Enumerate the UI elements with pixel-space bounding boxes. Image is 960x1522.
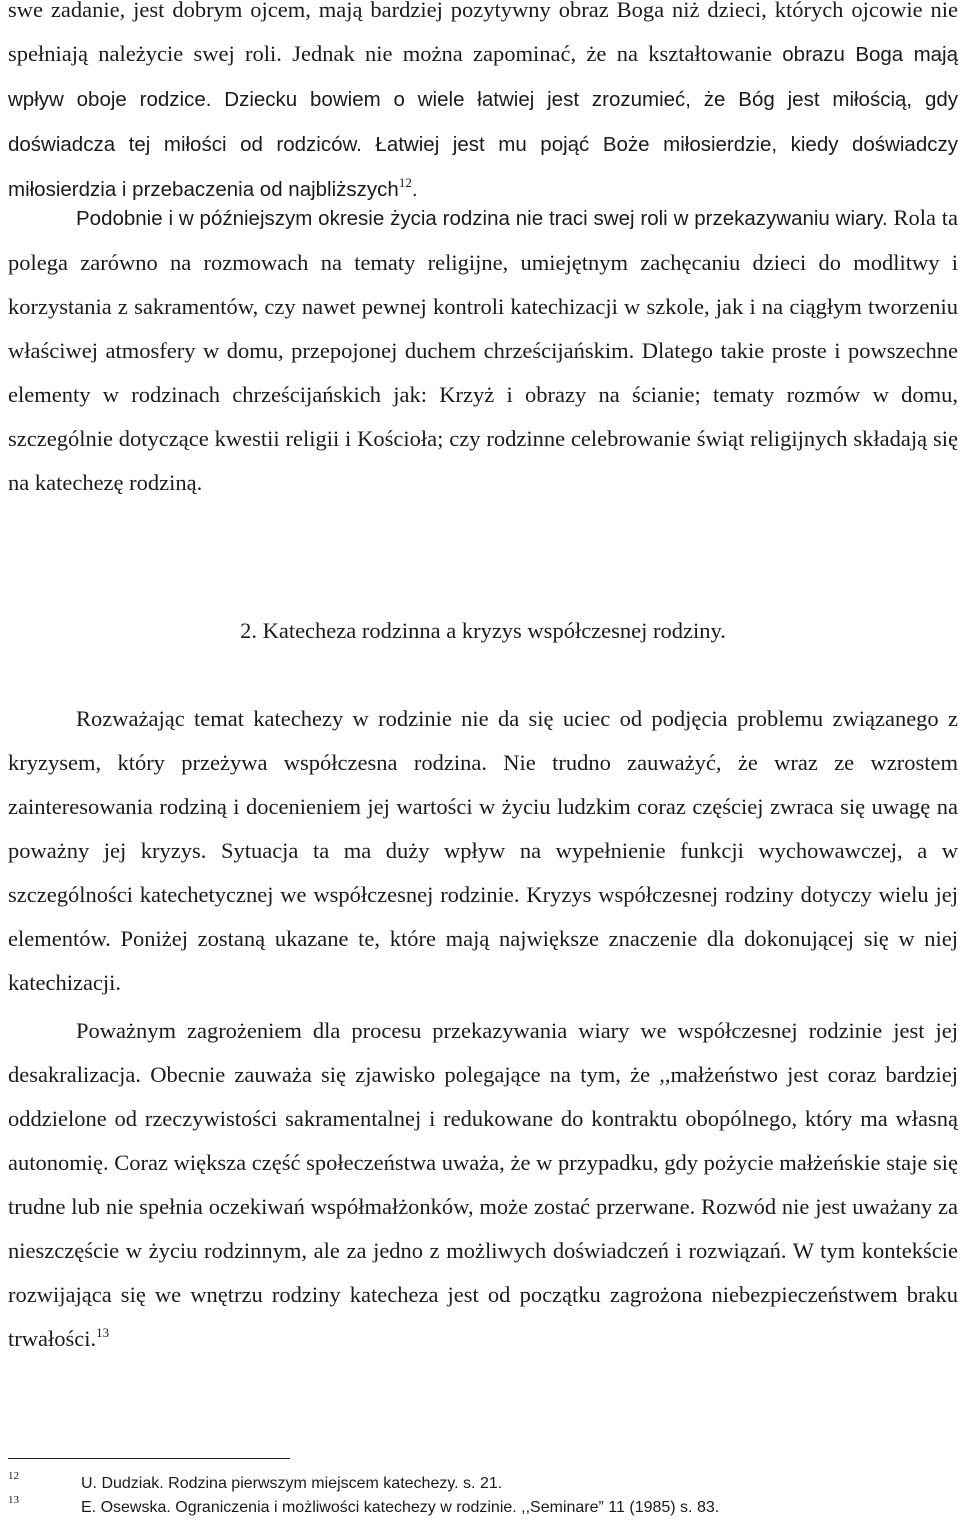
footnote-ref-12: 12 [398, 175, 412, 190]
footnote-text: U. Dudziak. Rodzina pierwszym miejscem katechezy. s. 21. [81, 1475, 503, 1492]
paragraph-text-serif: Poważnym zagrożeniem dla procesu przekazywania wiary we współczesnej rodzinie jest jej desakralizacja. Obecnie zauważa się zjawisko polegające na tym, że ,,małżeństwo jest coraz bardziej oddzielone od rzeczywistości sakramentalnej i redukowane do kontraktu obopólnego, który ma własną autonomię. Coraz większa część społeczeństwa uważa, że w przypadku, gdy pożycie małżeńskie staje się trudne lub nie spełnia oczekiwań współmałżonków, może zostać przerwane. Rozwód nie jest uważany za nieszczęście w życiu rodzinnym, ale za jedno z możliwych doświadczeń i rozwiązań. W tym kontekście rozwijająca się we wnętrzu rodziny katecheza jest od początku zagrożona niebezpieczeństwem braku trwałości. [8, 1018, 958, 1351]
footnote-number: 13 [8, 1494, 19, 1506]
footnotes [8, 1470, 948, 1518]
paragraph-text [8, 1009, 958, 1361]
footnote-ref-13: 13 [96, 1325, 110, 1340]
footnote-text: E. Osewska. Ograniczenia i możliwości katechezy w rodzinie. ,,Seminare” 11 (1985) s. 83. [81, 1499, 720, 1516]
paragraph-4 [8, 1009, 958, 1361]
footnote-separator [8, 1458, 290, 1459]
paragraph-text-sans: Podobnie i w późniejszym okresie życia rodzina nie traci swej roli w przekazywaniu wiary. [76, 207, 888, 230]
paragraph-text-serif: Rola ta polega zarówno na rozmowach na tematy religijne, umiejętnym zachęcaniu dzieci do modlitwy i korzystania z sakramentów, czy nawet pewnej kontroli katechizacji w szkole, jak i na ciągłym tworzeniu właściwej atmosfery w domu, przepojonej duchem chrześcijańskim. Dlatego takie proste i powszechne elementy w rodzinach chrześcijańskich jak: Krzyż i obrazy na ścianie; tematy rozmów w domu, szczególnie dotyczące kwestii religii i Kościoła; czy rodzinne celebrowanie świąt religijnych składają się na katechezę rodziną. [8, 205, 958, 495]
paragraph-text [8, 196, 958, 505]
footnote-item [8, 1470, 948, 1494]
paragraph-3 [8, 697, 958, 1005]
paragraph-text: Rozważając temat katechezy w rodzinie nie da się uciec od podjęcia problemu związanego z kryzysem, który przeżywa współczesna rodzina. Nie trudno zauważyć, że wraz ze wzrostem zainteresowania rodziną i docenieniem jej wartości w życiu ludzkim coraz częściej zwraca się uwagę na poważny jej kryzys. Sytuacja ta ma duży wpływ na wypełnienie funkcji wychowawczej, a w szczególności katechetycznej we współczesnej rodzinie. Kryzys współczesnej rodziny dotyczy wielu jej elementów. Poniżej zostaną ukazane te, które mają największe znaczenie dla dokonującej się w niej katechizacji. [8, 706, 958, 995]
paragraph-2 [8, 196, 958, 505]
paragraph-text-serif: swe zadanie, jest dobrym ojcem, mają bardziej pozytywny obraz Boga niż dzieci, których ojcowie nie spełniają należycie swej roli. Jednak nie można zapominać, że na kształtowanie [8, 0, 958, 66]
paragraph-text-sans: obrazu Boga mają wpływ oboje rodzice. Dziecku bowiem o wiele łatwiej jest zrozumieć, że Bóg jest miłością, gdy doświadcza tej miłości od rodziców. Łatwiej jest mu pojąć Boże miłosierdzie, kiedy doświadczy miłosierdzia i przebaczenia od najbliższych [8, 43, 959, 201]
paragraph-text [8, 0, 958, 212]
section-heading-text: 2. Katecheza rodzinna a kryzys współczesnej rodziny. [240, 618, 726, 643]
footnote-item [8, 1494, 948, 1518]
period: . [411, 178, 418, 201]
section-heading [8, 609, 958, 653]
footnote-number: 12 [8, 1470, 19, 1482]
paragraph-1 [8, 0, 958, 212]
